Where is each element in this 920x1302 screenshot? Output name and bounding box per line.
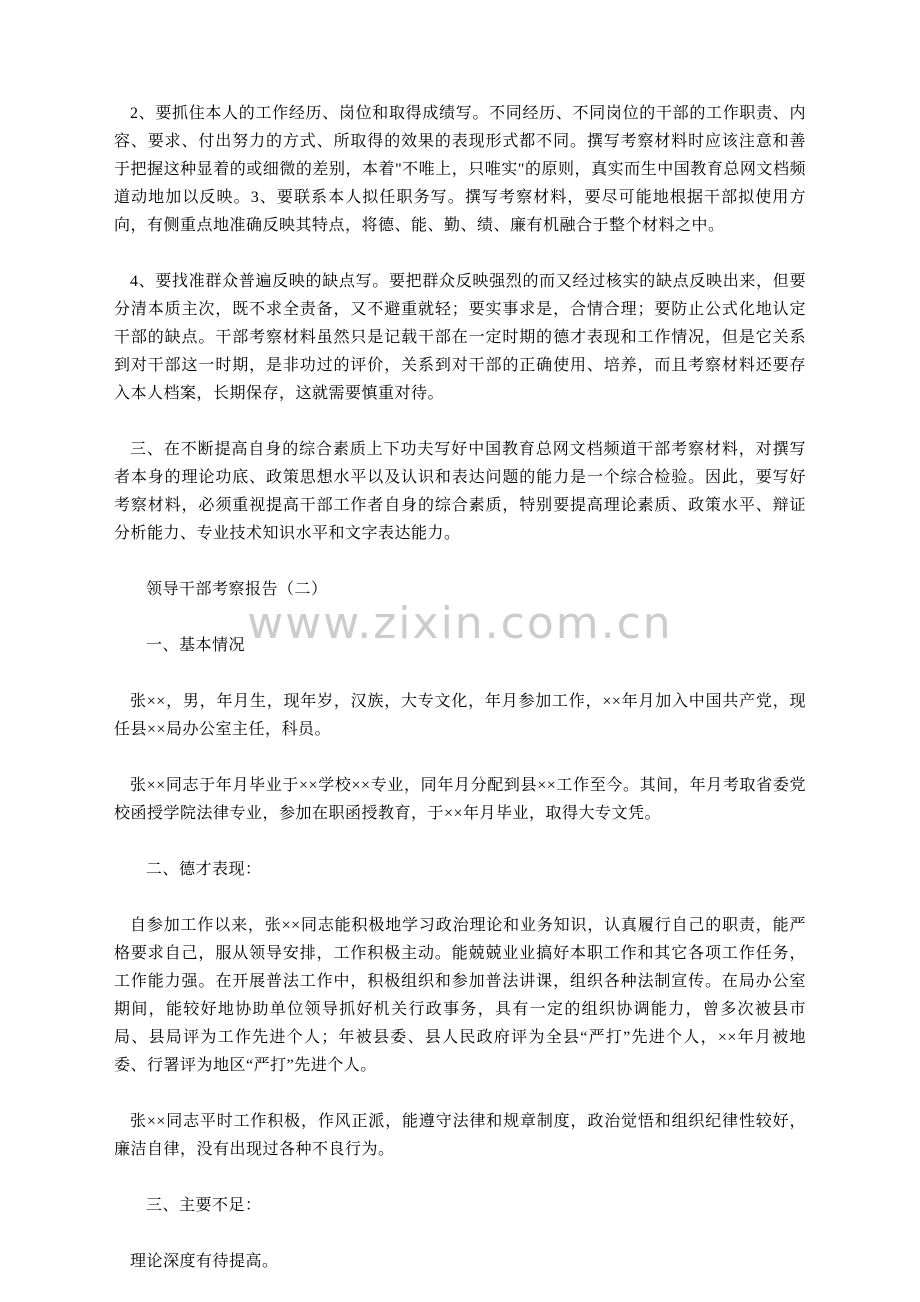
watermark-text: www.zixin.com.cn — [247, 598, 673, 649]
paragraph: 领导干部考察报告（二） — [146, 581, 328, 598]
paragraph: 三、在不断提高自身的综合素质上下功夫写好中国教育总网文档频道干部考察材料，对撰写者本身的理论功底、政策思想水平以及认识和表达问题的能力是一个综合检验。因此，要写好考察材料，必须重视提高干部工作者自身的综合素质，特别要提高理论素质、政策水平、辩证分析能力、专业技术知识水平和文字表达能力。 — [114, 441, 806, 542]
document-body — [114, 100, 806, 1302]
paragraph: 二、德才表现： — [146, 861, 262, 878]
paragraph: 理论深度有待提高。 — [130, 1253, 279, 1270]
paragraph: 张××同志于年月毕业于××学校××专业，同年月分配到县××工作至今。其间，年月考取省委党校函授学院法律专业，参加在职函授教育，于××年月毕业，取得大专文凭。 — [114, 777, 806, 822]
paragraph: 张××同志平时工作积极，作风正派，能遵守法律和规章制度，政治觉悟和组织纪律性较好，廉洁自律，没有出现过各种不良行为。 — [114, 1113, 806, 1158]
paragraph: 张××，男，年月生，现年岁，汉族，大专文化，年月参加工作，××年月加入中国共产党，现任县××局办公室主任，科员。 — [114, 693, 806, 738]
paragraph: 自参加工作以来，张××同志能积极地学习政治理论和业务知识，认真履行自己的职责，能严格要求自己，服从领导安排，工作积极主动。能兢兢业业搞好本职工作和其它各项工作任务，工作能力强。在开展普法工作中，积极组织和参加普法讲课，组织各种法制宣传。在局办公室期间，能较好地协助单位领导抓好机关行政事务，具有一定的组织协调能力，曾多次被县市局、县局评为工作先进个人；年被县委、县人民政府评为全县“严打”先进个人，××年月被地委、行署评为地区“严打”先进个人。 — [114, 917, 806, 1074]
paragraph: 一、基本情况 — [146, 637, 246, 654]
paragraph: 2、要抓住本人的工作经历、岗位和取得成绩写。不同经历、不同岗位的干部的工作职责、内容、要求、付出努力的方式、所取得的效果的表现形式都不同。撰写考察材料时应该注意和善于把握这种显着的或细微的差别，本着"不唯上，只唯实"的原则，真实而生中国教育总网文档频道动地加以反映。3、要联系本人拟任职务写。撰写考察材料，要尽可能地根据干部拟使用方向，有侧重点地准确反映其特点，将德、能、勤、绩、廉有机融合于整个材料之中。 — [114, 105, 806, 234]
paragraph: 三、主要不足： — [146, 1197, 262, 1214]
paragraph: 4、要找准群众普遍反映的缺点写。要把群众反映强烈的而又经过核实的缺点反映出来，但要分清本质主次，既不求全责备，又不避重就轻；要实事求是，合情合理；要防止公式化地认定干部的缺点。干部考察材料虽然只是记载干部在一定时期的德才表现和工作情况，但是它关系到对干部这一时期，是非功过的评价，关系到对干部的正确使用、培养，而且考察材料还要存入本人档案，长期保存，这就需要慎重对待。 — [114, 273, 806, 402]
